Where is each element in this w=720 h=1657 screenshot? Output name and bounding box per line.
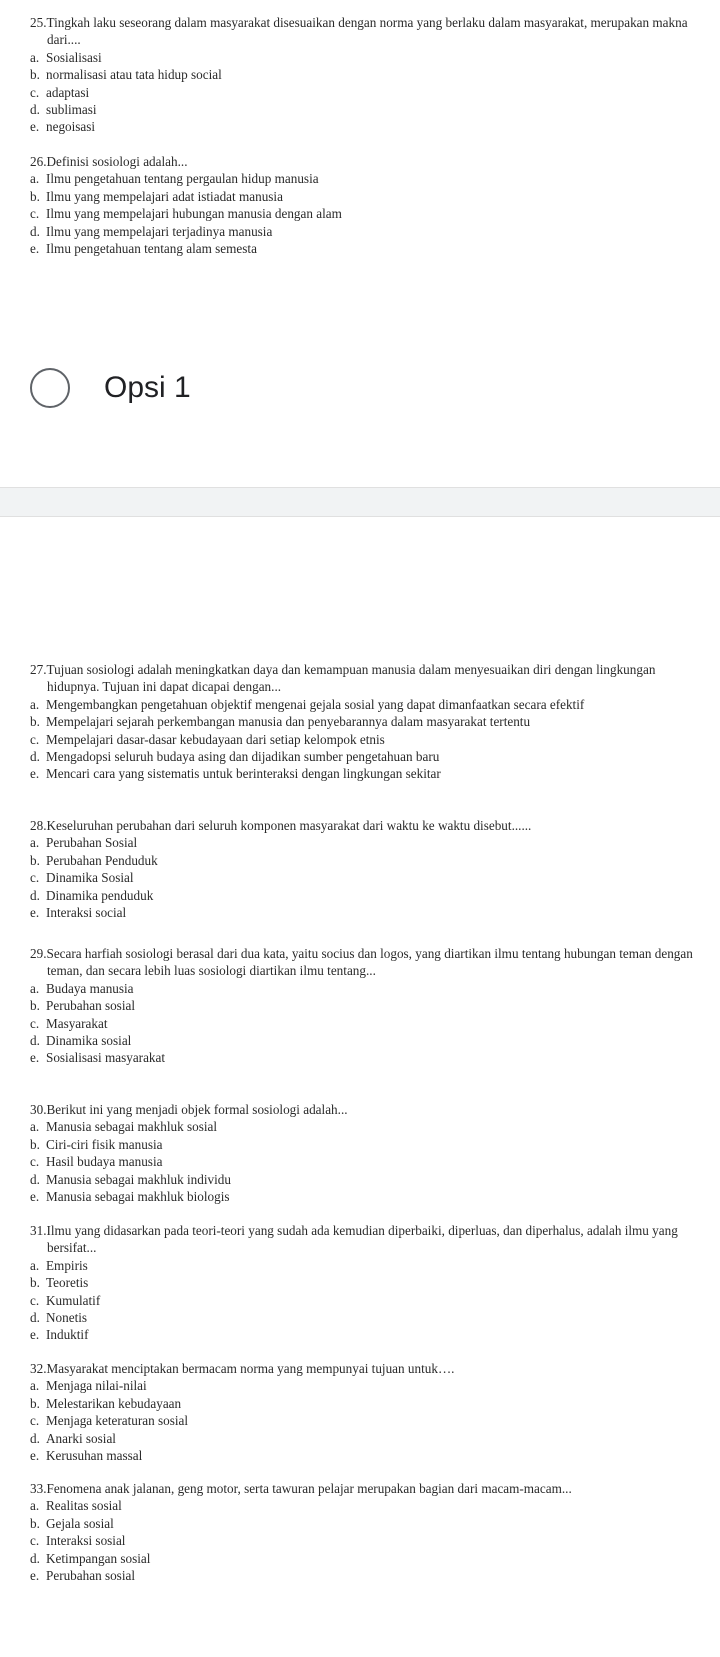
option-e: e. Ilmu pengetahuan tentang alam semesta — [30, 241, 257, 257]
option-c: c. Menjaga keteraturan sosial — [30, 1413, 189, 1429]
question-33 — [30, 1480, 700, 1584]
option-c: c. Kumulatif — [30, 1292, 101, 1308]
option-d: d. Ilmu yang mempelajari terjadinya manusia — [30, 223, 273, 239]
option-e: e. Interaksi social — [30, 905, 127, 921]
option-e: e. Manusia sebagai makhluk biologis — [30, 1189, 230, 1205]
option-b: b. Gejala sosial — [30, 1515, 114, 1531]
question-29 — [30, 945, 700, 1067]
option-e: e. negoisasi — [30, 119, 96, 135]
answer-option-label[interactable]: Opsi 1 — [104, 371, 191, 404]
option-a: a. Realitas sosial — [30, 1498, 122, 1514]
question-28 — [30, 817, 700, 921]
option-a: a. Empiris — [30, 1257, 88, 1273]
option-c: c. Ilmu yang mempelajari hubungan manusia dengan alam — [30, 206, 342, 222]
question-text: 29.Secara harfiah sosiologi berasal dari dua kata, yaitu socius dan logos, yang diartikan ilmu tentang hubungan teman dengan teman, dan secara lebih luas sosiologi diartikan ilmu tentang... — [30, 946, 693, 979]
question-text: 31.Ilmu yang didasarkan pada teori-teori yang sudah ada kemudian diperbaiki, diperluas, dan diperhalus, adalah ilmu yang bersifat... — [30, 1223, 678, 1256]
option-b: b. Mempelajari sejarah perkembangan manusia dan penyebarannya dalam masyarakat tertentu — [30, 714, 531, 730]
question-text: 27.Tujuan sosiologi adalah meningkatkan daya dan kemampuan manusia dalam menyesuaikan diri dengan lingkungan hidupnya. Tujuan ini dapat dicapai dengan... — [30, 662, 656, 695]
radio-button[interactable] — [30, 368, 70, 408]
option-c: c. Interaksi sosial — [30, 1533, 126, 1549]
question-text: 26.Definisi sosiologi adalah... — [30, 154, 188, 169]
option-c: c. adaptasi — [30, 84, 90, 100]
question-27 — [30, 661, 700, 783]
option-b: b. Melestarikan kebudayaan — [30, 1395, 182, 1411]
section-divider — [0, 487, 720, 517]
option-a: a. Menjaga nilai-nilai — [30, 1378, 147, 1394]
option-e: e. Induktif — [30, 1327, 89, 1343]
option-b: b. Teoretis — [30, 1275, 89, 1291]
option-a: a. Ilmu pengetahuan tentang pergaulan hidup manusia — [30, 171, 319, 187]
option-a: a. Manusia sebagai makhluk sosial — [30, 1119, 218, 1135]
option-a: a. Mengembangkan pengetahuan objektif mengenai gejala sosial yang dapat dimanfaatkan secara efektif — [30, 696, 585, 712]
option-e: e. Mencari cara yang sistematis untuk berinteraksi dengan lingkungan sekitar — [30, 766, 441, 782]
question-text: 25.Tingkah laku seseorang dalam masyarakat disesuaikan dengan norma yang berlaku dalam masyarakat, merupakan makna dari.... — [30, 15, 688, 48]
question-text: 28.Keseluruhan perubahan dari seluruh komponen masyarakat dari waktu ke waktu disebut...... — [30, 818, 532, 833]
option-e: e. Sosialisasi masyarakat — [30, 1050, 166, 1066]
question-text: 33.Fenomena anak jalanan, geng motor, serta tawuran pelajar merupakan bagian dari macam-macam... — [30, 1481, 572, 1496]
option-d: d. Anarki sosial — [30, 1430, 116, 1446]
option-c: c. Mempelajari dasar-dasar kebudayaan dari setiap kelompok etnis — [30, 731, 385, 747]
option-b: b. Perubahan sosial — [30, 998, 135, 1014]
option-b: b. Ilmu yang mempelajari adat istiadat manusia — [30, 188, 283, 204]
option-e: e. Perubahan sosial — [30, 1568, 135, 1584]
question-25 — [30, 14, 700, 136]
option-d: d. Nonetis — [30, 1310, 88, 1326]
option-a: a. Budaya manusia — [30, 980, 134, 996]
option-d: d. Dinamika penduduk — [30, 887, 154, 903]
question-text: 32.Masyarakat menciptakan bermacam norma yang mempunyai tujuan untuk…. — [30, 1361, 455, 1376]
option-e: e. Kerusuhan massal — [30, 1448, 143, 1464]
answer-option-1[interactable] — [30, 364, 191, 412]
question-text: 30.Berikut ini yang menjadi objek formal sosiologi adalah... — [30, 1102, 348, 1117]
option-d: d. Dinamika sosial — [30, 1033, 132, 1049]
option-c: c. Masyarakat — [30, 1015, 108, 1031]
question-31 — [30, 1222, 700, 1344]
option-d: d. Ketimpangan sosial — [30, 1550, 151, 1566]
option-b: b. normalisasi atau tata hidup social — [30, 67, 222, 83]
option-d: d. Manusia sebagai makhluk individu — [30, 1171, 231, 1187]
option-a: a. Perubahan Sosial — [30, 835, 138, 851]
option-b: b. Ciri-ciri fisik manusia — [30, 1136, 163, 1152]
option-c: c. Hasil budaya manusia — [30, 1154, 163, 1170]
question-30 — [30, 1101, 700, 1205]
option-c: c. Dinamika Sosial — [30, 870, 134, 886]
question-26 — [30, 153, 700, 257]
option-d: d. sublimasi — [30, 102, 97, 118]
option-d: d. Mengadopsi seluruh budaya asing dan dijadikan sumber pengetahuan baru — [30, 749, 440, 765]
option-b: b. Perubahan Penduduk — [30, 852, 158, 868]
question-32 — [30, 1360, 700, 1464]
option-a: a. Sosialisasi — [30, 49, 102, 65]
